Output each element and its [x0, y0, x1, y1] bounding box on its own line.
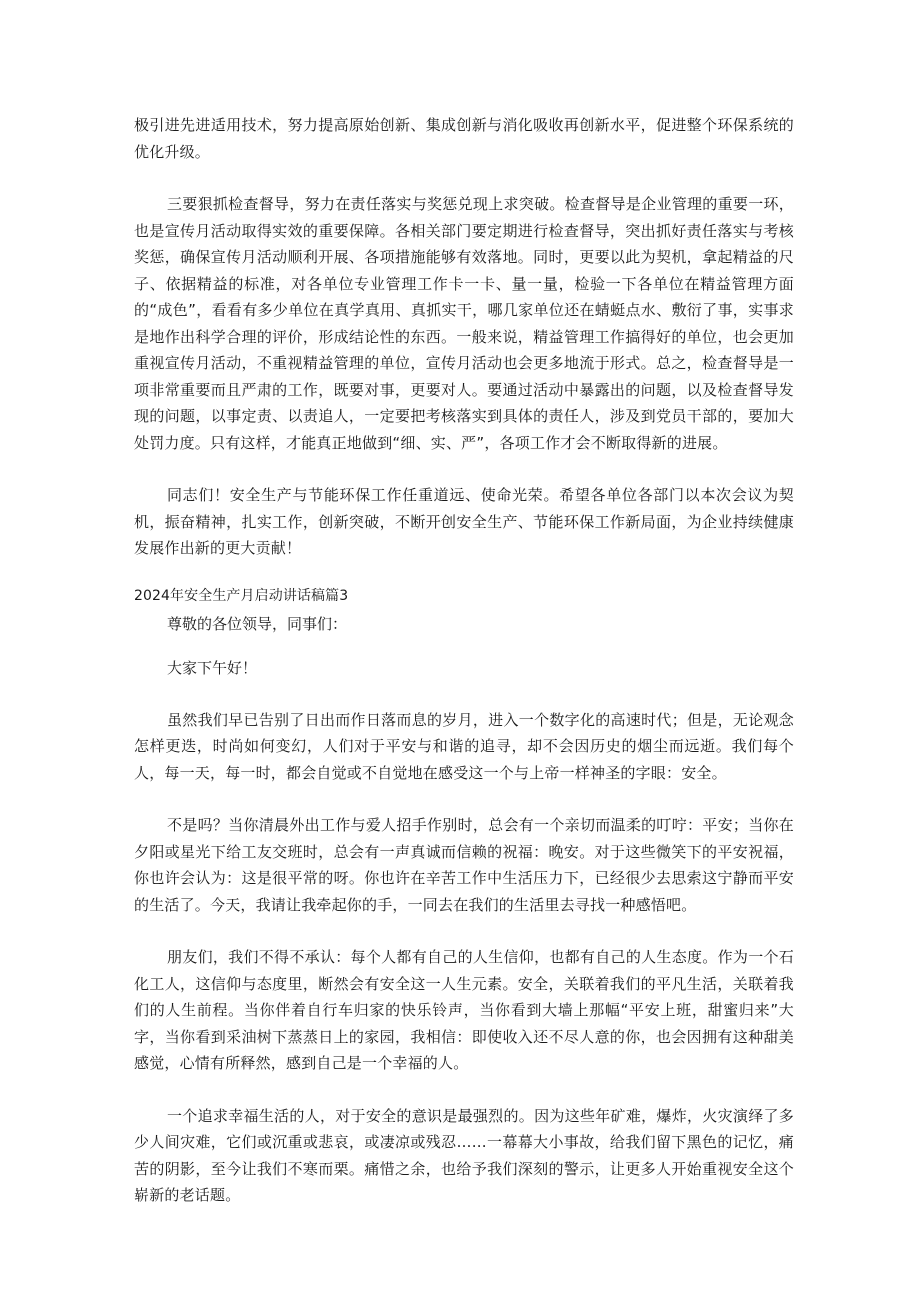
- paragraph-continuation: 极引进先进适用技术，努力提高原始创新、集成创新与消化吸收再创新水平，促进整个环保系统的优化升级。: [134, 116, 794, 161]
- salutation: 尊敬的各位领导，同事们：: [167, 614, 348, 633]
- paragraph-era: 虽然我们早已告别了日出而作日落而息的岁月，进入一个数字化的高速时代；但是，无论观念怎样更迭，时尚如何变幻，人们对于平安与和谐的追寻，却不会因历史的烟尘而远逝。我们每个人，每一天，每一时，都会自觉或不自觉地在感受这一个与上帝一样神圣的字眼：安全。: [134, 710, 794, 782]
- paragraph-blessing: 不是吗？当你清晨外出工作与爱人招手作别时，总会有一个亲切而温柔的叮咛：平安；当你在夕阳或星光下给工友交班时，总会有一声真诚而信赖的祝福：晚安。对于这些微笑下的平安祝福，你也许会认为：这是很平常的呀。你也许在辛苦工作中生活压力下，已经很少去思索这宁静而平安的生活了。今天，我请让我牵起你的手，一同去在我们的生活里去寻找一种感悟吧。: [134, 816, 794, 914]
- paragraph-inspection: 三要狠抓检查督导，努力在责任落实与奖惩兑现上求突破。检查督导是企业管理的重要一环，也是宣传月活动取得实效的重要保障。各相关部门要定期进行检查督导，突出抓好责任落实与考核奖惩，确保宣传月活动顺利开展、各项措施能够有效落地。同时，更要以此为契机，拿起精益的尺子、依据精益的标准，对各单位专业管理工作卡一卡、量一量，检验一下各单位在精益管理方面的“成色”，看看有多少单位在真学真用、真抓实干，哪几家单位还在蜻蜓点水、敷衍了事，实事求是地作出科学合理的评价，形成结论性的东西。一般来说，精益管理工作搞得好的单位，也会更加重视宣传月活动，不重视精益管理的单位，宣传月活动也会更多地流于形式。总之，检查督导是一项非常重要而且严肃的工作，既要对事，更要对人。要通过活动中暴露出的问题，以及检查督导发现的问题，以事定责、以责追人，一定要把考核落实到具体的责任人，涉及到党员干部的，要加大处罚力度。只有这样，才能真正地做到“细、实、严”，各项工作才会不断取得新的进展。: [134, 195, 794, 452]
- paragraph-happiness: 一个追求幸福生活的人，对于安全的意识是最强烈的。因为这些年矿难，爆炸，火灾演绎了多少人间灾难，它们或沉重或悲哀，或凄凉或残忍……一幕幕大小事故，给我们留下黑色的记忆，痛苦的阴影，至今让我们不寒而栗。痛惜之余，也给予我们深刻的警示，让更多人开始重视安全这个崭新的老话题。: [134, 1106, 794, 1204]
- greeting: 大家下午好！: [167, 658, 258, 677]
- document-page: [134, 112, 794, 1209]
- paragraph-closing: 同志们！安全生产与节能环保工作任重道远、使命光荣。希望各单位各部门以本次会议为契机，振奋精神，扎实工作，创新突破，不断开创安全生产、节能环保工作新局面，为企业持续健康发展作出新的更大贡献！: [134, 486, 794, 557]
- section-heading: 2024年安全生产月启动讲话稿篇3: [134, 587, 349, 604]
- paragraph-friends: 朋友们，我们不得不承认：每个人都有自己的人生信仰，也都有自己的人生态度。作为一个石化工人，这信仰与态度里，断然会有安全这一人生元素。安全，关联着我们的平凡生活，关联着我们的人生前程。当你伴着自行车归家的快乐铃声，当你看到大墙上那幅“平安上班，甜蜜归来”大字，当你看到采油树下蒸蒸日上的家园，我相信：即使收入还不尽人意的你，也会因拥有这种甜美感觉，心情有所释然，感到自己是一个幸福的人。: [134, 948, 794, 1072]
